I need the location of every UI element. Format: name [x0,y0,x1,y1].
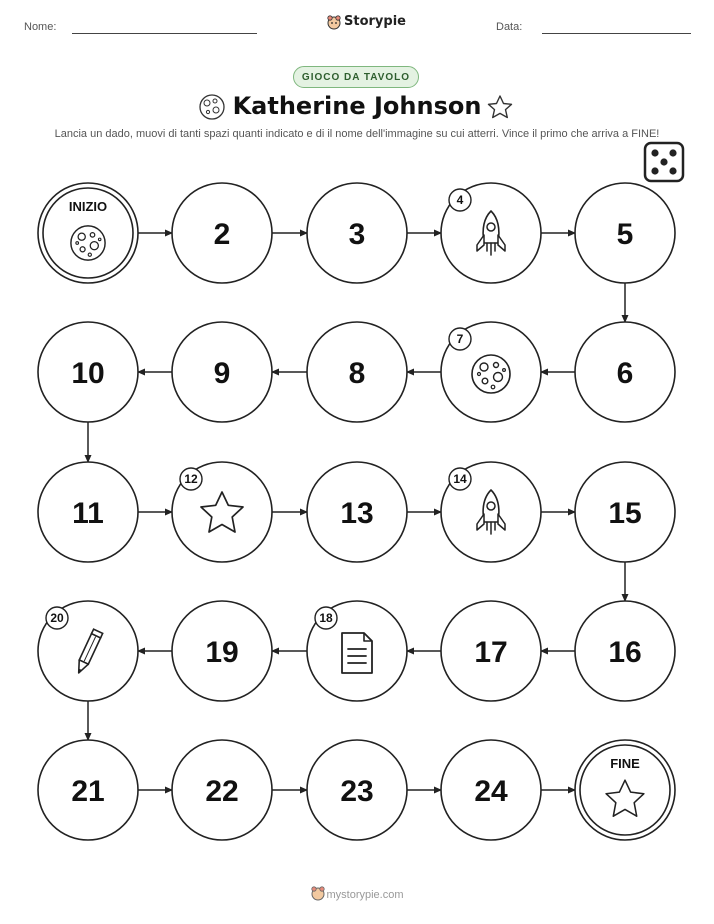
finish-label: FINE [610,756,640,771]
board-space-14 [441,462,541,562]
board-space-20 [38,601,138,701]
name-label: Nome: [24,21,57,33]
board-space-13 [307,462,407,562]
board-space-8 [307,322,407,422]
finish-space [575,740,675,840]
board-space-2 [172,183,272,283]
board-space-7 [441,322,541,422]
space-number-small: 4 [456,193,464,207]
instructions: Lancia un dado, muovi di tanti spazi quanti indicato e di il nome dell'immagine su cui atterri. Vince il primo che arriva a FINE! [54,128,660,140]
board-space-3 [307,183,407,283]
space-number: 5 [616,218,634,251]
board-space-11 [38,462,138,562]
board-space-4 [441,183,541,283]
space-number: 17 [474,636,508,669]
brand-name: Storypie [344,14,406,29]
space-number: 22 [205,775,239,808]
board-space-18 [307,601,407,701]
space-number: 9 [213,357,231,390]
space-number: 23 [340,775,374,808]
board-space-5 [575,183,675,283]
start-space [38,183,138,283]
date-label: Data: [496,21,523,33]
board-space-9 [172,322,272,422]
start-label: INIZIO [68,199,108,214]
space-number-small: 18 [319,611,333,625]
board-space-12 [172,462,272,562]
board-space-23 [307,740,407,840]
space-number: 24 [474,775,508,808]
space-number: 6 [616,357,634,390]
moon-icon [71,226,105,260]
space-number: 2 [213,218,231,251]
board-space-21 [38,740,138,840]
space-number: 11 [72,497,104,530]
board-space-19 [172,601,272,701]
space-number: 19 [205,636,239,669]
space-number: 10 [71,357,105,390]
space-number: 13 [340,497,374,530]
board-space-16 [575,601,675,701]
board-space-15 [575,462,675,562]
board-space-6 [575,322,675,422]
footer-url: mystorypie.com [326,889,404,901]
board-space-22 [172,740,272,840]
space-number-small: 14 [453,472,467,486]
document-icon [342,633,372,673]
space-number-small: 20 [50,611,64,625]
space-number: 8 [348,357,366,390]
board-space-17 [441,601,541,701]
category-badge: GIOCO DA TAVOLO [293,66,419,88]
board-space-24 [441,740,541,840]
page-title: Katherine Johnson [232,92,482,120]
moon-icon [472,355,510,393]
space-number: 21 [71,775,105,808]
space-number: 3 [348,218,366,251]
space-number-small: 12 [184,472,198,486]
board-space-10 [38,322,138,422]
space-number: 16 [608,636,642,669]
space-number-small: 7 [456,332,464,346]
space-number: 15 [608,497,642,530]
